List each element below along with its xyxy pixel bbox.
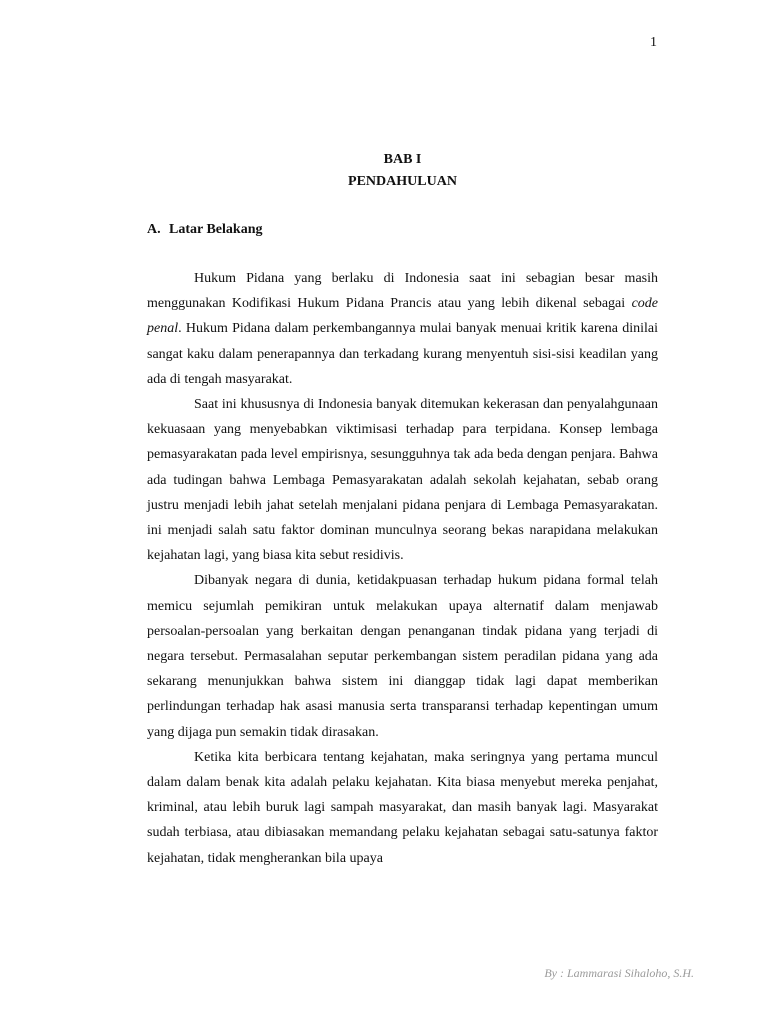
paragraph-1 [147, 266, 658, 392]
page-number: 1 [650, 35, 657, 50]
section-heading [147, 219, 262, 241]
paragraph-3: Dibanyak negara di dunia, ketidakpuasan terhadap hukum pidana formal telah memicu sejumlah pemikiran untuk melakukan upaya alternatif dalam menjawab persoalan-persoalan yang berkaitan dengan penanganan tindak pidana yang terjadi di negara tersebut. Permasalahan seputar perkembangan sistem peradilan pidana yang ada sekarang menunjukkan bahwa sistem ini dianggap tidak lagi dapat memberikan perlindungan terhadap hak asasi manusia serta transparansi terhadap kepentingan umum yang dijaga pun semakin tidak dirasakan. [147, 573, 658, 740]
paragraph-1-text-b: . Hukum Pidana dalam perkembangannya mulai banyak menuai kritik karena dinilai sangat kaku dalam penerapannya dan terkadang kurang menyentuh sisi-sisi keadilan yang ada di tengah masyarakat. [147, 321, 658, 387]
paragraph-1-text-a: Hukum Pidana yang berlaku di Indonesia saat ini sebagian besar masih menggunakan Kodifikasi Hukum Pidana Prancis atau yang lebih dikenal sebagai [147, 271, 658, 312]
chapter-number: BAB I [383, 152, 422, 167]
chapter-heading [0, 149, 768, 193]
body-text [147, 266, 658, 871]
paragraph-2: Saat ini khususnya di Indonesia banyak ditemukan kekerasan dan penyalahgunaan kekuasaan yang menyebabkan viktimisasi terhadap para terpidana. Konsep lembaga pemasyarakatan pada level empirisnya, sesungguhnya tak ada beda dengan penjara. Bahwa ada tudingan bahwa Lembaga Pemasyarakatan adalah sekolah kejahatan, sebab orang justru menjadi lebih jahat setelah menjalani pidana penjara di Lembaga Pemasyarakatan. ini menjadi salah satu faktor dominan munculnya seorang bekas narapidana melakukan kejahatan lagi, yang biasa kita sebut residivis. [147, 397, 658, 564]
section-title: Latar Belakang [169, 222, 263, 237]
chapter-title: PENDAHULUAN [348, 174, 457, 189]
paragraph-1-italic-term: code penal [147, 296, 658, 337]
paragraph-4: Ketika kita berbicara tentang kejahatan, maka seringnya yang pertama muncul dalam dalam benak kita adalah pelaku kejahatan. Kita biasa menyebut mereka penjahat, kriminal, atau lebih buruk lagi sampah masyarakat, dan masih banyak lagi. Masyarakat sudah terbiasa, atau dibiasakan memandang pelaku kejahatan sebagai satu-satunya faktor kejahatan, tidak mengherankan bila upaya [147, 749, 658, 866]
footer-author: By : Lammarasi Sihaloho, S.H. [544, 966, 694, 980]
section-number: A. [147, 222, 161, 237]
